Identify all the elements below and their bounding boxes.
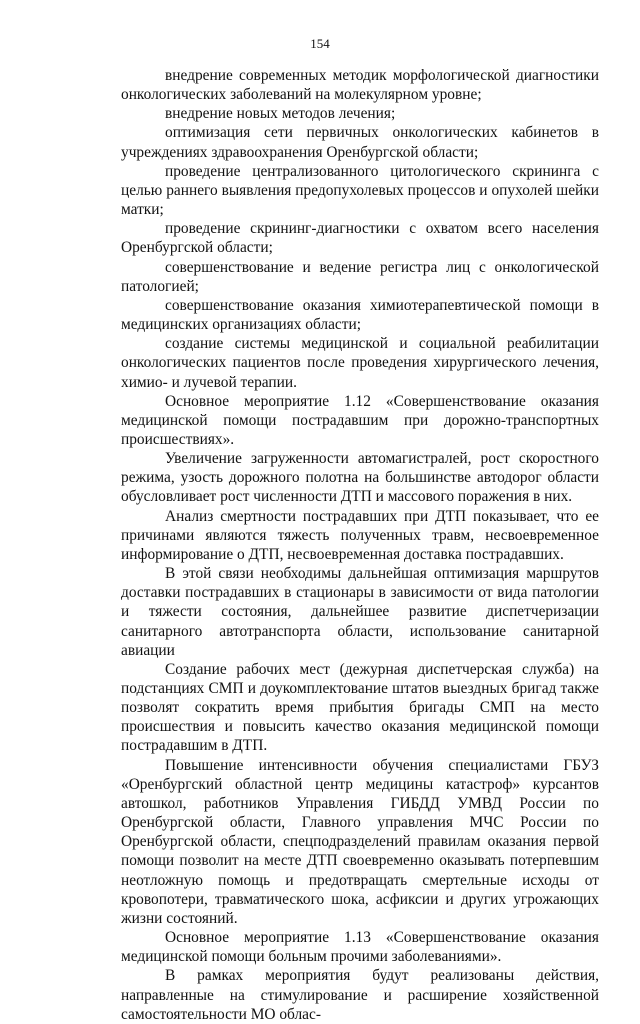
paragraph-7: совершенствование оказания химиотерапевтической помощи в медицинских организациях области;	[121, 296, 599, 334]
page-number: 154	[310, 36, 330, 51]
paragraph-12: Создание рабочих мест (дежурная диспетчерская служба) на подстанциях СМП и доукомплектование штатов выездных бригад также позволят сократить время прибытия бригады СМП на место происшествия и повысить качество оказания медицинской помощи пострадавшим в ДТП.	[121, 660, 599, 755]
paragraph-6: совершенствование и ведение регистра лиц с онкологической патологией;	[121, 258, 599, 295]
paragraph-8: создание системы медицинской и социальной реабилитации онкологических пациентов после проведения хирургического лечения, химио- и лучевой терапии.	[121, 335, 599, 391]
section-heading-1-13: Основное мероприятие 1.13 «Совершенствование оказания медицинской помощи больным прочими заболеваниями».	[121, 929, 599, 966]
paragraph-3: оптимизация сети первичных онкологических кабинетов в учреждениях здравоохранения Оренбургской области;	[121, 124, 599, 161]
paragraph-1: внедрение современных методик морфологической диагностики онкологических заболеваний на молекулярном уровне;	[121, 67, 599, 104]
paragraph-9: Увеличение загруженности автомагистралей, рост скоростного режима, узость дорожного полотна на большинстве автодорог области обусловливает рост численности ДТП и массового поражения в них.	[121, 450, 599, 506]
paragraph-4: проведение централизованного цитологического скрининга с целью раннего выявления предопухолевых процессов и опухолей шейки матки;	[121, 162, 599, 219]
paragraph-10: Анализ смертности пострадавших при ДТП показывает, что ее причинами являются тяжесть полученных травм, несвоевременное информирование о ДТП, несвоевременная доставка пострадавших.	[121, 507, 599, 563]
paragraph-14: В рамках мероприятия будут реализованы действия, направленные на стимулирование и расширение хозяйственной самостоятельности МО облас-	[121, 967, 599, 1023]
document-body	[121, 66, 599, 1024]
paragraph-13: Повышение интенсивности обучения специалистами ГБУЗ «Оренбургский областной центр медицины катастроф» курсантов автошкол, работников Управления ГИБДД УМВД России по Оренбургской области, Главного управления МЧС России по Оренбургской области, спецподразделений правилам оказания первой помощи позволит на месте ДТП своевременно оказывать потерпевшим неотложную помощь и предотвращать смертельные исходы от кровопотери, травматического шока, асфиксии и других угрожающих жизни состояний.	[121, 756, 599, 927]
section-heading-1-12: Основное мероприятие 1.12 «Совершенствование оказания медицинской помощи пострадавшим при дорожно-транспортных происшествиях».	[121, 392, 599, 448]
paragraph-11: В этой связи необходимы дальнейшая оптимизация маршрутов доставки пострадавших в стационары в зависимости от вида патологии и тяжести состояния, дальнейшее развитие диспетчеризации санитарного автотранспорта области, использование санитарной авиации	[121, 565, 599, 659]
paragraph-2: внедрение новых методов лечения;	[165, 105, 396, 123]
paragraph-5: проведение скрининг-диагностики с охватом всего населения Оренбургской области;	[121, 220, 599, 257]
